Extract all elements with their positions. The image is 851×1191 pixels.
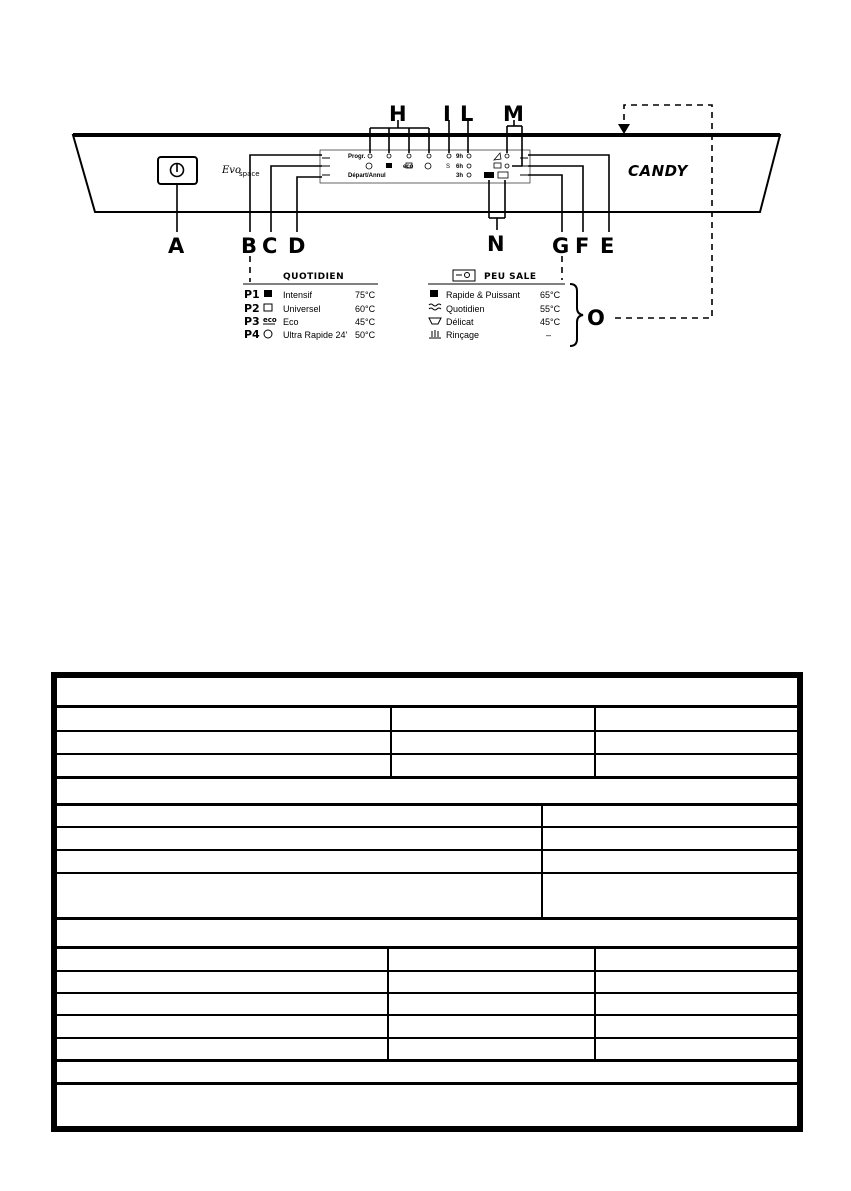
table-rule [594, 705, 596, 777]
marker-n: N [487, 232, 505, 256]
peu-sale-row [430, 290, 561, 300]
timer-icon [366, 163, 372, 169]
marker-o: O [587, 306, 605, 330]
full-load-icon [484, 172, 494, 178]
svg-text:P3: P3 [244, 315, 260, 328]
table-rule [57, 1014, 797, 1016]
table-rule [57, 1059, 797, 1062]
svg-text:Eco: Eco [283, 317, 299, 327]
marker-h: H [389, 102, 407, 126]
delay-6h: 6h [456, 164, 464, 170]
svg-text:Universel: Universel [283, 304, 321, 314]
peu-sale-legend [428, 270, 583, 346]
peu-sale-row [429, 304, 561, 314]
svg-text:Délicat: Délicat [446, 317, 474, 327]
marker-a: A [168, 234, 185, 258]
table-rule [57, 946, 797, 949]
rapid-24-icon [264, 330, 272, 338]
table-rule [57, 872, 797, 874]
rinse-icon [429, 330, 441, 338]
svg-text:45°C: 45°C [355, 317, 376, 327]
table-rule [57, 1037, 797, 1039]
svg-text:Rapide & Puissant: Rapide & Puissant [446, 290, 521, 300]
delay-9h: 9h [456, 154, 464, 160]
svg-text:Intensif: Intensif [283, 290, 313, 300]
pot-icon [386, 163, 392, 168]
table-rule [57, 917, 797, 920]
quotidien-row [244, 288, 376, 301]
half-load-button-icon [498, 172, 508, 178]
pan-icon [264, 304, 272, 311]
marker-l: L [460, 102, 474, 126]
peu-sale-row [429, 330, 551, 340]
table-rule [390, 705, 392, 777]
svg-text:65°C: 65°C [540, 290, 561, 300]
delay-3h: 3h [456, 173, 464, 179]
peu-sale-row [429, 317, 561, 327]
table-rule [57, 826, 797, 828]
marker-m: M [503, 102, 524, 126]
peu-sale-title: PEU SALE [484, 272, 537, 282]
table-rule [57, 1082, 797, 1085]
table-rule [57, 776, 797, 779]
svg-text:45°C: 45°C [540, 317, 561, 327]
program-icons [366, 163, 450, 170]
half-load-icon [446, 164, 450, 170]
marker-f: F [575, 234, 590, 258]
quotidien-row [244, 315, 376, 328]
arrow-down-icon [618, 124, 630, 134]
svg-text:Rinçage: Rinçage [446, 330, 480, 340]
svg-text:Ultra Rapide 24': Ultra Rapide 24' [283, 330, 348, 340]
label-progr: Progr. [348, 154, 366, 160]
table-rule [57, 992, 797, 994]
spec-table [51, 672, 803, 1132]
brand-sub: space [239, 170, 260, 178]
svg-text:–: – [546, 330, 552, 340]
table-rule [57, 705, 797, 708]
label-depart-annul: Départ/Annul [348, 173, 386, 179]
svg-text:Quotidien: Quotidien [446, 304, 485, 314]
svg-text:55°C: 55°C [540, 304, 561, 314]
waves-icon [429, 304, 441, 310]
pot-icon [264, 290, 272, 297]
spec-table-body [57, 678, 797, 1126]
candy-logo: CANDY [628, 162, 688, 180]
table-rule [594, 946, 596, 1060]
table-rule [57, 753, 797, 755]
marker-d: D [288, 234, 306, 258]
control-panel-diagram [0, 0, 851, 380]
marker-c: C [262, 234, 278, 258]
salt-icon [494, 153, 501, 160]
quotidien-row [244, 302, 376, 315]
evo-space-logo [221, 165, 260, 178]
power-button[interactable] [158, 157, 197, 184]
svg-text:60°C: 60°C [355, 304, 376, 314]
marker-b: B [241, 234, 258, 258]
svg-text:P1: P1 [244, 288, 260, 301]
brace [570, 284, 583, 346]
brand-script: Evo [222, 165, 241, 176]
quotidien-title: QUOTIDIEN [283, 272, 345, 282]
table-rule [387, 946, 389, 1060]
svg-text:50°C: 50°C [355, 330, 376, 340]
pot-icon [430, 290, 438, 297]
rinse-aid-icon [494, 163, 501, 168]
marker-i: I [443, 102, 451, 126]
quotidien-legend [243, 272, 378, 341]
svg-text:P4: P4 [244, 328, 260, 341]
marker-g: G [552, 234, 570, 258]
rapid-icon [425, 163, 431, 169]
table-rule [57, 970, 797, 972]
table-rule [541, 803, 543, 918]
table-rule [57, 849, 797, 851]
eco-mini: eco [403, 164, 414, 170]
eco-icon: eco [263, 316, 277, 324]
quotidien-row [244, 328, 376, 341]
svg-text:75°C: 75°C [355, 290, 376, 300]
cup-icon [429, 318, 441, 324]
table-rule [57, 803, 797, 806]
svg-text:S: S [446, 164, 451, 170]
marker-e: E [600, 234, 615, 258]
table-rule [57, 730, 797, 732]
svg-text:P2: P2 [244, 302, 260, 315]
